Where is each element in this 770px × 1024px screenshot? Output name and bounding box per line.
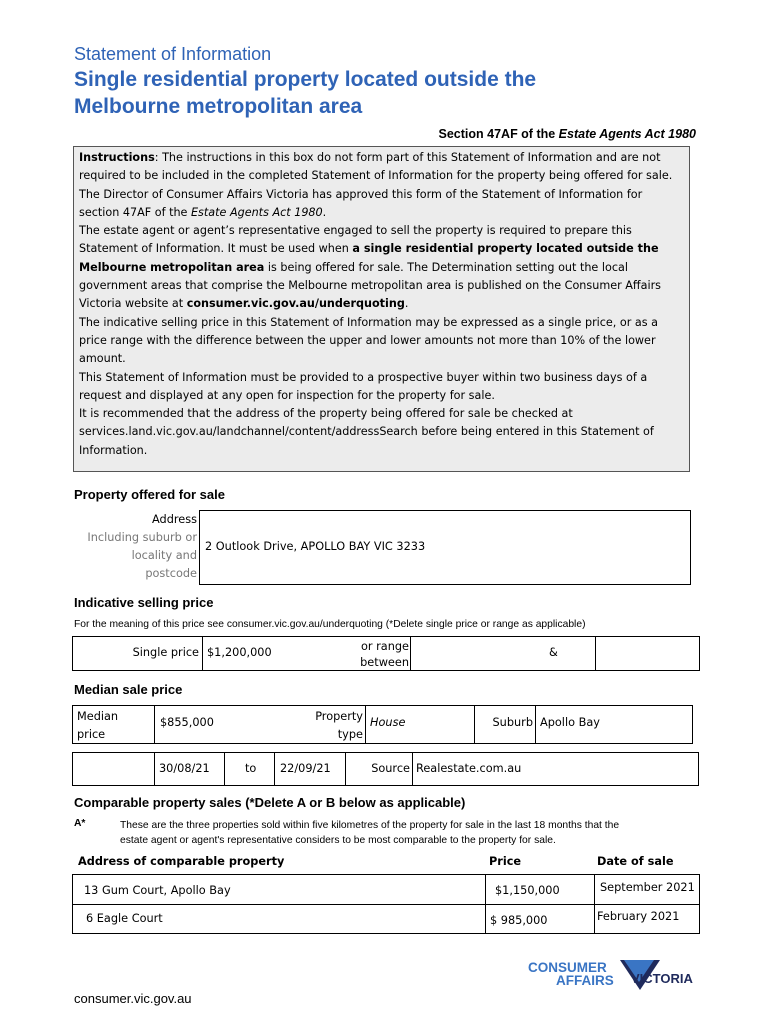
col-address-header: Address of comparable property — [78, 855, 285, 868]
period-from-field[interactable] — [154, 753, 225, 785]
comparable-description-l1: These are the three properties sold within five kilometres of the property for sale in the last 18 months that the — [120, 820, 620, 831]
comparable-row-1-date: September 2021 — [600, 881, 695, 894]
underquoting-link[interactable]: consumer.vic.gov.au/underquoting — [186, 297, 405, 311]
source-value: Realestate.com.au — [416, 762, 522, 775]
instructions-label: Instructions — [79, 151, 155, 164]
p3-end: . — [404, 297, 409, 311]
comparable-table — [72, 874, 700, 934]
col-price-header: Price — [489, 855, 522, 868]
median-label — [77, 708, 118, 744]
option-a-marker: A* — [74, 818, 86, 829]
indicative-note: For the meaning of this price see consumer.vic.gov.au/underquoting (*Delete single price or range as applicable) — [74, 619, 586, 630]
suburb-label: Suburb — [492, 716, 533, 729]
col-divider-1 — [485, 875, 486, 933]
p2-text: The Director of Consumer Affairs Victoria has approved this form of the Statement of Information for section 47AF of the — [79, 187, 643, 219]
consumer-affairs-victoria-logo — [528, 958, 700, 1002]
p3-bold: a single residential property located outside the Melbourne metropolitan area — [79, 242, 659, 274]
comparable-row-1-price: $1,150,000 — [495, 884, 560, 897]
range-label-text — [333, 639, 409, 671]
page-title — [74, 66, 694, 120]
median-price-field[interactable] — [154, 706, 283, 743]
p2-end: . — [322, 205, 327, 219]
median-price-value: $855,000 — [160, 716, 214, 729]
logo-text-victoria: VICTORIA — [631, 971, 693, 986]
comparable-row-1-address: 13 Gum Court, Apollo Bay — [84, 884, 231, 897]
instructions-p1 — [79, 149, 684, 186]
range-label-l1: or range — [361, 640, 409, 653]
property-type-label-l2: type — [337, 728, 363, 741]
page-title-line-2: Melbourne metropolitan area — [74, 95, 363, 118]
instructions-p2 — [79, 186, 684, 223]
range-high-field[interactable] — [595, 637, 699, 670]
row-divider — [73, 904, 699, 905]
act-name: Estate Agents Act 1980 — [558, 127, 696, 141]
suburb-field[interactable] — [535, 706, 692, 743]
instructions-p6: It is recommended that the address of the property being offered for sale be checked at services.land.vic.gov.au/landchannel/content/addressSearch before being entered in this Statement of Information. — [79, 407, 654, 457]
suburb-value: Apollo Bay — [540, 716, 600, 729]
median-row — [72, 705, 693, 744]
col-date-header: Date of sale — [597, 855, 674, 868]
single-price-value: $1,200,000 — [207, 646, 272, 659]
page-title-line-1: Single residential property located outside the — [74, 68, 537, 91]
instructions-p4: The indicative selling price in this Statement of Information may be expressed as a single price, or as a price range with the difference between the upper and lower amounts not more than 10% of the lower amount. — [79, 315, 659, 366]
comparable-description-l2: estate agent or agent's representative considers to be most comparable to the property for sale. — [120, 835, 556, 846]
indicative-price-row — [72, 636, 700, 671]
median-label-l2: price — [77, 728, 106, 741]
address-field[interactable] — [199, 510, 691, 585]
source-field[interactable] — [412, 753, 698, 785]
instructions-p1-text: : The instructions in this box do not form part of this Statement of Information and are not required to be included in the completed Statement of Information for the property being offered for sale. — [79, 151, 673, 183]
instructions-p5: This Statement of Information must be provided to a prospective buyer within two business days of a request and displayed at any open for inspection for the property for sale. — [79, 370, 648, 402]
range-ampersand: & — [549, 646, 558, 659]
indicative-heading: Indicative selling price — [74, 595, 214, 610]
footer-url[interactable]: consumer.vic.gov.au — [74, 991, 192, 1006]
comparable-row-2-date: February 2021 — [597, 910, 680, 923]
address-label-l2: Including suburb or — [87, 531, 197, 544]
instructions-p3 — [79, 222, 684, 313]
range-low-field[interactable] — [410, 637, 510, 670]
instructions-box — [73, 146, 690, 472]
property-type-label — [285, 708, 363, 744]
comparable-description — [120, 818, 619, 848]
form-title: Statement of Information — [74, 44, 272, 64]
range-label-l2: between — [360, 656, 409, 669]
period-to-value: 22/09/21 — [280, 762, 331, 775]
address-label-l3: locality and — [131, 549, 197, 562]
col-divider-2 — [594, 875, 595, 933]
property-type-label-l1: Property — [315, 710, 363, 723]
comparable-row-2-price: $ 985,000 — [490, 914, 548, 927]
address-value: 2 Outlook Drive, APOLLO BAY VIC 3233 — [205, 540, 426, 553]
p2-act: Estate Agents Act 1980 — [190, 205, 323, 219]
logo-svg — [528, 958, 700, 1002]
period-to-field[interactable] — [274, 753, 346, 785]
comparable-row-2-address: 6 Eagle Court — [86, 912, 163, 925]
property-type-value: House — [370, 716, 406, 729]
median-label-l1: Median — [77, 710, 119, 723]
logo-text-affairs: AFFAIRS — [556, 973, 614, 988]
address-label-l4: postcode — [145, 567, 197, 580]
act-prefix: Section 47AF of the — [438, 127, 559, 141]
act-reference — [439, 127, 696, 141]
to-label: to — [245, 762, 257, 775]
single-price-label: Single price — [132, 646, 199, 659]
period-from-value: 30/08/21 — [159, 762, 210, 775]
source-label: Source — [371, 762, 410, 775]
comparable-heading: Comparable property sales (*Delete A or B below as applicable) — [74, 795, 466, 810]
address-label-l1: Address — [152, 513, 197, 526]
property-type-field[interactable] — [365, 706, 475, 743]
p3-text-2: is being offered for sale. The Determination setting out the local government areas that comprise the Melbourne metropolitan area is published on the Consumer Affairs Victoria website at — [79, 260, 662, 311]
address-label — [70, 511, 197, 583]
property-heading: Property offered for sale — [74, 487, 225, 502]
logo-text-consumer: CONSUMER — [528, 960, 607, 975]
median-heading: Median sale price — [74, 682, 183, 697]
median-period-row — [72, 752, 699, 786]
p3-text: The estate agent or agent’s representative engaged to sell the property is required to prepare this Statement of Information. It must be used when — [79, 224, 632, 256]
